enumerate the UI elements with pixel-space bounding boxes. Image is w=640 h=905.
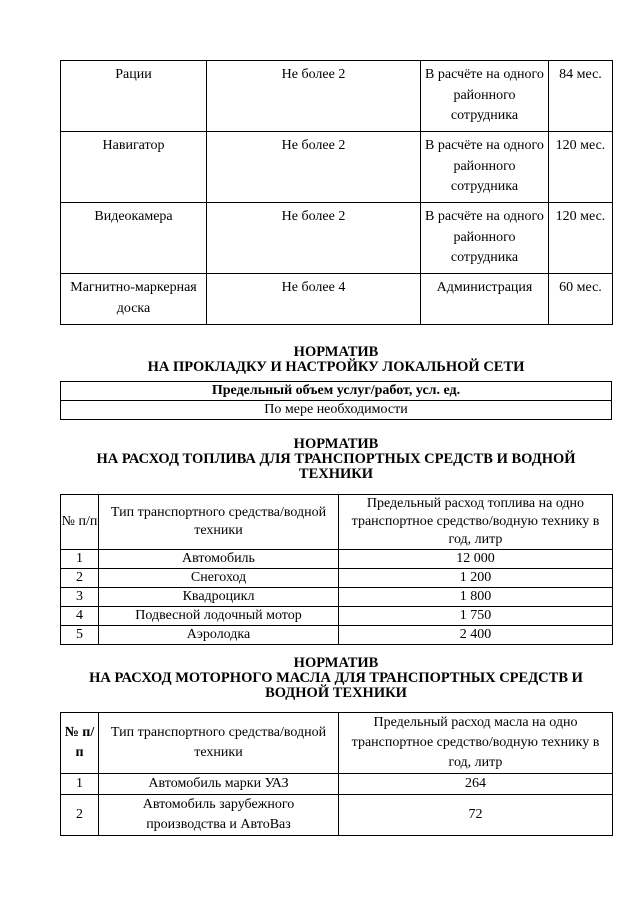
row-limit: 72 [339,795,613,836]
equipment-name: Навигатор [61,132,207,203]
equipment-term: 120 мес. [549,132,613,203]
table-row [61,382,612,401]
fuel-heading [60,437,612,482]
equipment-term: 60 мес. [549,274,613,325]
table-row [61,588,613,607]
equipment-table [60,60,613,325]
equipment-name: Магнитно-маркерная доска [61,274,207,325]
col-limit-header: Предельный расход топлива на одно транспортное средство/водную технику в год, литр [339,495,613,550]
row-type: Аэролодка [99,626,339,645]
network-value: По мере необходимости [61,401,612,420]
row-num: 5 [61,626,99,645]
row-limit: 1 800 [339,588,613,607]
equipment-qty: Не более 2 [207,61,421,132]
col-num-header: № п/п [61,495,99,550]
table-row [61,550,613,569]
table-row [61,61,613,132]
heading-line: ТЕХНИКИ [298,466,374,482]
row-type: Квадроцикл [99,588,339,607]
col-type-header: Тип транспортного средства/водной техники [99,495,339,550]
heading-line: НА РАСХОД ТОПЛИВА ДЛЯ ТРАНСПОРТНЫХ СРЕДСТВ И ВОДНОЙ [96,451,576,467]
table-header-row [61,713,613,774]
equipment-term: 84 мес. [549,61,613,132]
row-limit: 2 400 [339,626,613,645]
row-type: Подвесной лодочный мотор [99,607,339,626]
heading-line: НОРМАТИВ [293,655,379,671]
row-type: Автомобиль [99,550,339,569]
equipment-term: 120 мес. [549,203,613,274]
heading-line: НОРМАТИВ [293,344,379,360]
table-row [61,274,613,325]
heading-line: НА РАСХОД МОТОРНОГО МАСЛА ДЛЯ ТРАНСПОРТНЫХ СРЕДСТВ И [89,670,583,686]
table-row [61,569,613,588]
row-limit: 1 750 [339,607,613,626]
oil-table [60,712,613,836]
fuel-table [60,494,613,645]
table-header-row [61,495,613,550]
row-num: 2 [61,795,99,836]
heading-line: ВОДНОЙ ТЕХНИКИ [265,685,407,701]
network-header: Предельный объем услуг/работ, усл. ед. [61,382,612,401]
table-row [61,626,613,645]
table-row [61,401,612,420]
equipment-name: Рации [61,61,207,132]
table-row [61,607,613,626]
row-num: 1 [61,550,99,569]
equipment-basis: В расчёте на одного районного сотрудника [421,132,549,203]
table-row [61,795,613,836]
row-num: 1 [61,774,99,795]
equipment-basis: Администрация [421,274,549,325]
equipment-qty: Не более 4 [207,274,421,325]
equipment-name: Видеокамера [61,203,207,274]
network-table [60,381,612,420]
row-limit: 12 000 [339,550,613,569]
row-type: Автомобиль марки УАЗ [99,774,339,795]
row-limit: 264 [339,774,613,795]
equipment-qty: Не более 2 [207,132,421,203]
heading-line: НОРМАТИВ [293,436,379,452]
col-num-header: № п/п [61,713,99,774]
col-type-header: Тип транспортного средства/водной техники [99,713,339,774]
row-num: 4 [61,607,99,626]
equipment-qty: Не более 2 [207,203,421,274]
row-type: Автомобиль зарубежного производства и АвтоВаз [99,795,339,836]
network-heading [60,345,612,375]
row-num: 3 [61,588,99,607]
table-row [61,203,613,274]
oil-heading [60,656,612,701]
equipment-basis: В расчёте на одного районного сотрудника [421,203,549,274]
equipment-basis: В расчёте на одного районного сотрудника [421,61,549,132]
heading-line: НА ПРОКЛАДКУ И НАСТРОЙКУ ЛОКАЛЬНОЙ СЕТИ [147,359,525,375]
col-limit-header: Предельный расход масла на одно транспортное средство/водную технику в год, литр [339,713,613,774]
row-num: 2 [61,569,99,588]
table-row [61,774,613,795]
row-limit: 1 200 [339,569,613,588]
row-type: Снегоход [99,569,339,588]
table-row [61,132,613,203]
